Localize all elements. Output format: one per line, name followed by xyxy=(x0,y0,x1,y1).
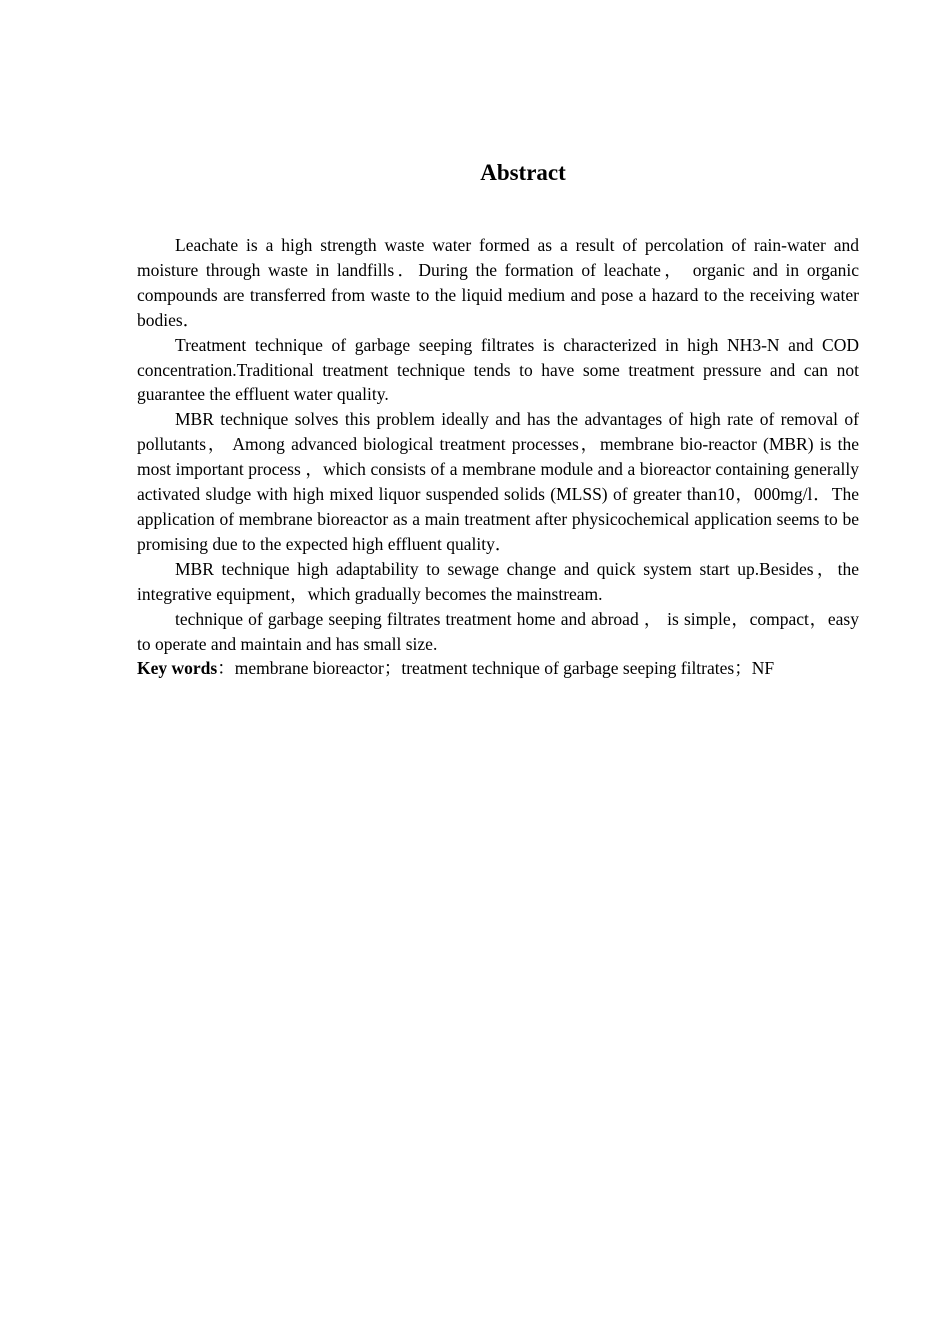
abstract-body xyxy=(137,233,859,681)
abstract-paragraph-3: MBR technique solves this problem ideally and has the advantages of high rate of removal of pollutants， Among advanced biological treatment processes，membrane bio-reactor (MBR) is the most important process ，which consists of a membrane module and a bioreactor containing generally activated sludge with high mixed liquor suspended solids (MLSS) of greater than10，000mg/l．The application of membrane bioreactor as a main treatment after physicochemical application seems to be promising due to the expected high effluent quality． xyxy=(137,409,859,554)
abstract-paragraph-1: Leachate is a high strength waste water formed as a result of percolation of rain-water and moisture through waste in landfills．During the formation of leachate， organic and in organic compounds are transferred from waste to the liquid medium and pose a hazard to the receiving water bodies． xyxy=(137,235,859,330)
keywords-label: Key words xyxy=(137,658,218,679)
document-page xyxy=(137,158,859,681)
abstract-paragraph-5: technique of garbage seeping filtrates treatment home and abroad ， is simple，compact，easy to operate and maintain and has small size. xyxy=(137,608,859,654)
keywords-text: membrane bioreactor；treatment technique of garbage seeping filtrates；NF xyxy=(234,658,775,679)
abstract-paragraph-4: MBR technique high adaptability to sewage change and quick system start up.Besides，the integrative equipment，which gradually becomes the mainstream. xyxy=(137,558,859,604)
keywords-separator: ： xyxy=(217,658,235,679)
keywords-line xyxy=(137,656,859,681)
abstract-title: Abstract xyxy=(480,160,566,185)
abstract-paragraph-2: Treatment technique of garbage seeping filtrates is characterized in high NH3-N and COD concentration.Traditional treatment technique tends to have some treatment pressure and can not guarantee the effluent water quality. xyxy=(137,334,859,405)
